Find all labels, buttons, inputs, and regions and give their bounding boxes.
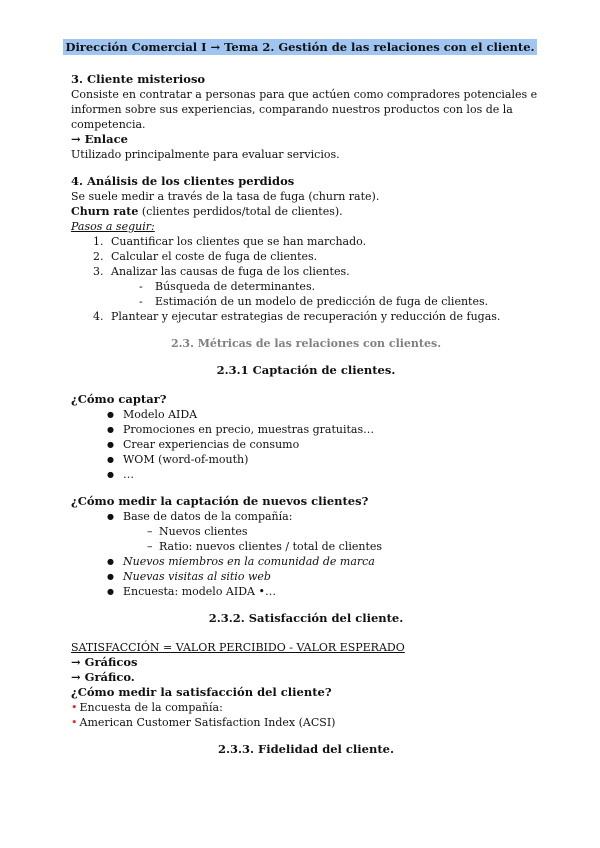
- list-item: • American Customer Satisfaction Index (ACSI): [71, 715, 541, 730]
- section-2-3-2-title: 2.3.2. Satisfacción del cliente.: [208, 611, 404, 625]
- section-2-3-3-title: 2.3.3. Fidelidad del cliente.: [218, 742, 394, 756]
- spacer: [71, 162, 541, 174]
- list-item: - Estimación de un modelo de predicción de fuga de clientes.: [151, 294, 541, 309]
- medir-satisfaccion-heading: ¿Cómo medir la satisfacción del cliente?: [71, 685, 332, 699]
- pasos-label: Pasos a seguir:: [71, 220, 155, 233]
- section-3-text: Consiste en contratar a personas para que actúen como compradores potenciales e informen sobre sus experiencias, comparando nuestros productos con los de la competencia.: [71, 88, 538, 131]
- spacer: [71, 730, 541, 742]
- spacer: [71, 626, 541, 640]
- graficos-link[interactable]: → Gráficos: [71, 655, 138, 669]
- list-item: • Encuesta de la compañía:: [71, 700, 541, 715]
- page-header: [0, 36, 600, 55]
- steps-list: [71, 234, 541, 324]
- list-item: ● Nuevas visitas al sitio web: [107, 569, 541, 584]
- churn-rate-term: Churn rate: [71, 205, 139, 218]
- section-2-3-title: 2.3. Métricas de las relaciones con clientes.: [170, 337, 442, 350]
- section-2-3-1-title: 2.3.1 Captación de clientes.: [216, 363, 396, 377]
- medir-sublist: [71, 524, 541, 554]
- list-item: ● WOM (word-of-mouth): [107, 452, 541, 467]
- substeps-list: [111, 279, 541, 309]
- churn-rate-def: (clientes perdidos/total de clientes).: [138, 205, 343, 218]
- list-item: ● Promociones en precio, muestras gratuitas…: [107, 422, 541, 437]
- spacer: [71, 599, 541, 611]
- list-item: ● Modelo AIDA: [107, 407, 541, 422]
- enlace-text: Utilizado principalmente para evaluar servicios.: [71, 148, 340, 161]
- section-3-title: 3. Cliente misterioso: [71, 72, 206, 86]
- section-4-title: 4. Análisis de los clientes perdidos: [71, 174, 295, 188]
- list-item: ● Crear experiencias de consumo: [107, 437, 541, 452]
- list-item: ● Nuevos miembros en la comunidad de marca: [107, 554, 541, 569]
- medir-captacion-list: [71, 509, 541, 524]
- list-item: 1. Cuantificar los clientes que se han marchado.: [107, 234, 541, 249]
- list-item: [107, 264, 541, 309]
- churn-rate-line: [71, 204, 541, 219]
- spacer: [71, 378, 541, 392]
- header-title: Dirección Comercial I → Tema 2. Gestión de las relaciones con el cliente.: [65, 40, 535, 54]
- satisfaction-formula: SATISFACCIÓN = VALOR PERCIBIDO - VALOR ESPERADO: [71, 641, 405, 654]
- spacer: [71, 324, 541, 336]
- list-item: 4. Plantear y ejecutar estrategias de recuperación y reducción de fugas.: [107, 309, 541, 324]
- section-4-line1: Se suele medir a través de la tasa de fuga (churn rate).: [71, 190, 380, 203]
- como-captar-heading: ¿Cómo captar?: [71, 392, 167, 406]
- list-item: ● Base de datos de la compañía:: [107, 509, 541, 524]
- list-item: – Nuevos clientes: [159, 524, 541, 539]
- document-body: [71, 72, 541, 757]
- spacer: [71, 482, 541, 494]
- list-item: - Búsqueda de determinantes.: [151, 279, 541, 294]
- medir-captacion-list-cont: [71, 554, 541, 599]
- medir-captacion-heading: ¿Cómo medir la captación de nuevos clientes?: [71, 494, 369, 508]
- list-item: 2. Calcular el coste de fuga de clientes.: [107, 249, 541, 264]
- enlace-link[interactable]: → Enlace: [71, 132, 128, 146]
- spacer: [71, 351, 541, 363]
- grafico-link[interactable]: → Gráfico.: [71, 670, 135, 684]
- list-item: – Ratio: nuevos clientes / total de clientes: [159, 539, 541, 554]
- list-item: ● Encuesta: modelo AIDA •…: [107, 584, 541, 599]
- list-item: ● …: [107, 467, 541, 482]
- list-item-text: Analizar las causas de fuga de los clientes.: [111, 265, 350, 278]
- captar-list: [71, 407, 541, 482]
